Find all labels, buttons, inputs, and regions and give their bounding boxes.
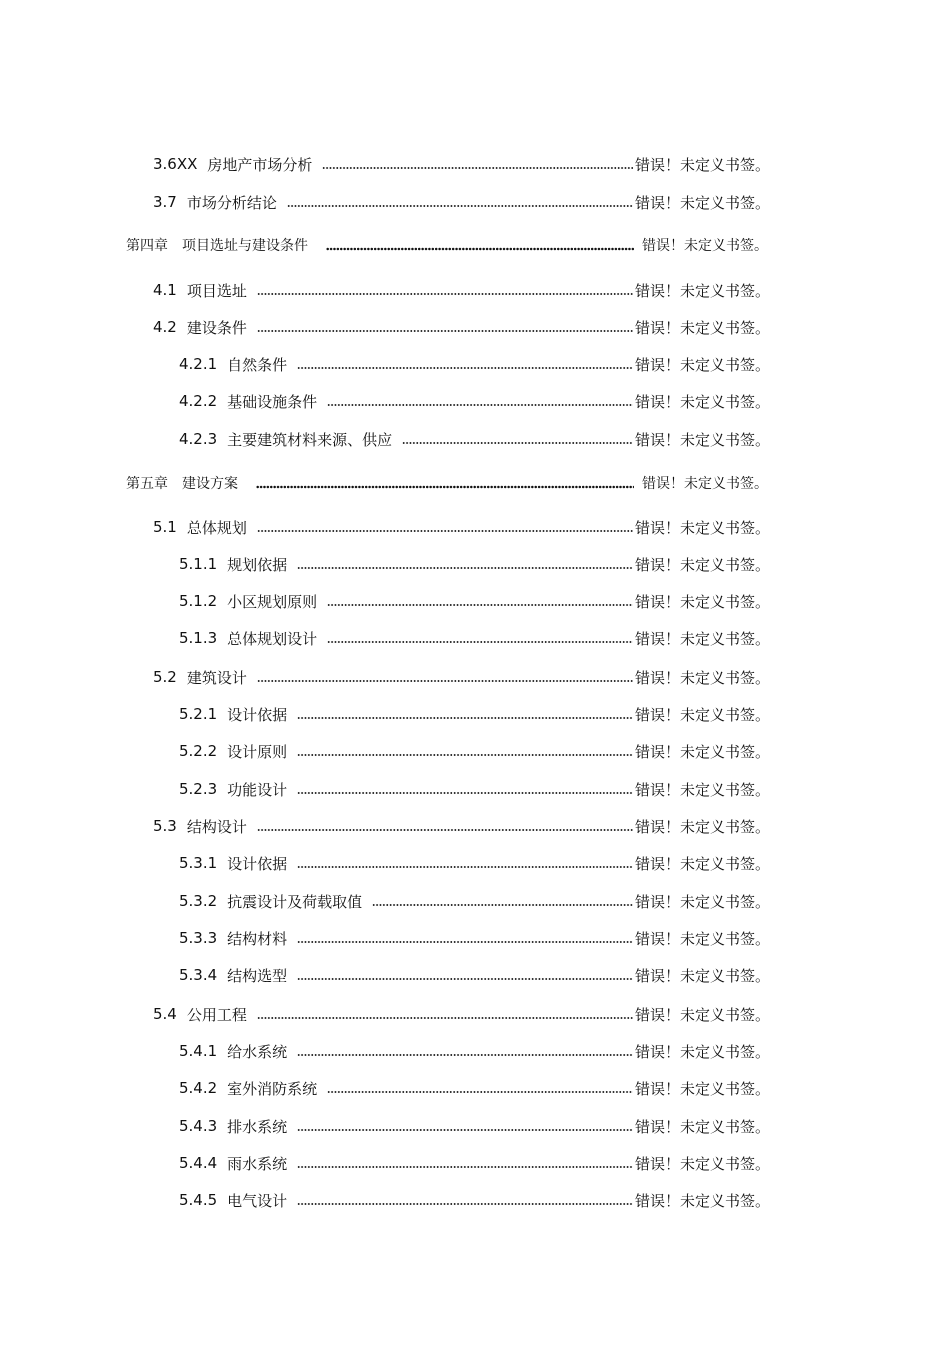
toc-entry-page-ref: 错误！未定义书签。 (634, 193, 770, 212)
toc-entry-title: 规划依据 (227, 555, 288, 574)
toc-entry-number: 5.3.2 (179, 892, 218, 910)
toc-entry-title: 设计依据 (227, 854, 288, 873)
dot-leader (297, 865, 633, 869)
toc-entry-page-ref: 错误！未定义书签。 (634, 1079, 770, 1098)
toc-entry-title: 结构材料 (227, 929, 288, 948)
toc-entry-number: 5.4.1 (179, 1042, 218, 1060)
dot-leader (256, 485, 634, 489)
toc-entry-page-ref: 错误！未定义书签。 (642, 238, 768, 254)
toc-entry-page-ref: 错误！未定义书签。 (634, 668, 770, 687)
toc-entry[interactable] (179, 1039, 770, 1063)
toc-entry-title: 设计依据 (227, 705, 288, 724)
toc-entry-page-ref: 错误！未定义书签。 (634, 892, 770, 911)
toc-entry[interactable] (153, 515, 770, 539)
dot-leader (297, 940, 633, 944)
toc-entry-page-ref: 错误！未定义书签。 (634, 705, 770, 724)
toc-entry-page-ref: 错误！未定义书签。 (634, 430, 770, 449)
toc-entry-page-ref: 错误！未定义书签。 (634, 854, 770, 873)
toc-entry-title: 建设方案 (182, 476, 238, 492)
toc-entry-number: 4.1 (153, 281, 177, 299)
toc-entry-title: 房地产市场分析 (207, 155, 313, 174)
toc-entry[interactable] (179, 1151, 770, 1175)
dot-leader (297, 1128, 633, 1132)
toc-entry-title: 总体规划设计 (227, 629, 318, 648)
dot-leader (326, 247, 634, 251)
toc-entry-title: 室外消防系统 (227, 1079, 318, 1098)
toc-entry-page-ref: 错误！未定义书签。 (634, 555, 770, 574)
toc-entry-number: 第五章 (126, 476, 168, 492)
dot-leader (297, 566, 633, 570)
dot-leader (257, 329, 633, 333)
toc-entry-title: 公用工程 (186, 1005, 247, 1024)
toc-entry-page-ref: 错误！未定义书签。 (634, 355, 770, 374)
toc-entry-page-ref: 错误！未定义书签。 (634, 966, 770, 985)
toc-entry-title: 小区规划原则 (227, 592, 318, 611)
toc-entry-title: 结构设计 (186, 817, 247, 836)
toc-entry-title: 主要建筑材料来源、供应 (227, 430, 393, 449)
toc-entry[interactable] (153, 152, 770, 176)
toc-entry[interactable] (179, 589, 770, 613)
dot-leader (297, 791, 633, 795)
toc-entry-number: 5.4.3 (179, 1117, 218, 1135)
toc-entry-number: 5.2 (153, 668, 177, 686)
toc-entry-number: 5.2.2 (179, 742, 218, 760)
toc-entry-title: 功能设计 (227, 780, 288, 799)
toc-entry-page-ref: 错误！未定义书签。 (634, 742, 770, 761)
toc-entry-number: 5.1.2 (179, 592, 218, 610)
toc-entry[interactable] (153, 190, 770, 214)
dot-leader (327, 603, 633, 607)
toc-entry[interactable] (153, 315, 770, 339)
toc-entry-title: 电气设计 (227, 1191, 288, 1210)
dot-leader (327, 640, 633, 644)
toc-entry-page-ref: 错误！未定义书签。 (634, 155, 770, 174)
toc-entry[interactable] (179, 352, 770, 376)
toc-entry-title: 总体规划 (186, 518, 247, 537)
toc-entry-page-ref: 错误！未定义书签。 (634, 518, 770, 537)
toc-entry-page-ref: 错误！未定义书签。 (634, 629, 770, 648)
toc-entry-title: 建筑设计 (186, 668, 247, 687)
toc-entry[interactable] (153, 1002, 770, 1026)
toc-entry-title: 基础设施条件 (227, 392, 318, 411)
toc-entry-page-ref: 错误！未定义书签。 (634, 817, 770, 836)
dot-leader (297, 753, 633, 757)
toc-entry[interactable] (179, 702, 770, 726)
toc-entry[interactable] (179, 626, 770, 650)
toc-entry-page-ref: 错误！未定义书签。 (634, 1154, 770, 1173)
toc-entry-number: 5.3.3 (179, 929, 218, 947)
dot-leader (257, 679, 633, 683)
toc-entry-number: 5.2.1 (179, 705, 218, 723)
toc-entry-number: 5.1.3 (179, 629, 218, 647)
toc-entry-page-ref: 错误！未定义书签。 (634, 1005, 770, 1024)
dot-leader (327, 403, 633, 407)
toc-entry[interactable] (126, 471, 768, 495)
dot-leader (297, 716, 633, 720)
toc-entry-title: 抗震设计及荷载取值 (227, 892, 363, 911)
dot-leader (297, 977, 633, 981)
toc-entry-title: 自然条件 (227, 355, 288, 374)
toc-entry[interactable] (126, 233, 768, 257)
toc-entry[interactable] (179, 739, 770, 763)
toc-entry-page-ref: 错误！未定义书签。 (634, 1117, 770, 1136)
toc-entry-title: 给水系统 (227, 1042, 288, 1061)
dot-leader (297, 1202, 633, 1206)
toc-entry-number: 5.4.4 (179, 1154, 218, 1172)
toc-entry-number: 5.4.2 (179, 1079, 218, 1097)
toc-entry-number: 5.1.1 (179, 555, 218, 573)
toc-entry[interactable] (179, 926, 770, 950)
toc-entry-title: 市场分析结论 (186, 193, 277, 212)
toc-entry[interactable] (179, 1114, 770, 1138)
toc-entry[interactable] (179, 851, 770, 875)
toc-entry-page-ref: 错误！未定义书签。 (634, 780, 770, 799)
toc-entry[interactable] (179, 1188, 770, 1212)
toc-entry-number: 5.3 (153, 817, 177, 835)
dot-leader (327, 1090, 633, 1094)
toc-entry[interactable] (179, 777, 770, 801)
toc-entry-title: 建设条件 (186, 318, 247, 337)
toc-entry-number: 4.2.2 (179, 392, 218, 410)
toc-entry-number: 4.2 (153, 318, 177, 336)
toc-entry-title: 设计原则 (227, 742, 288, 761)
toc-entry-title: 结构选型 (227, 966, 288, 985)
dot-leader (257, 1016, 633, 1020)
toc-entry-number: 5.2.3 (179, 780, 218, 798)
toc-entry-number: 3.7 (153, 193, 177, 211)
toc-entry[interactable] (153, 665, 770, 689)
toc-entry[interactable] (179, 1076, 770, 1100)
toc-entry-number: 3.6XX (153, 155, 198, 173)
toc-entry-page-ref: 错误！未定义书签。 (642, 476, 768, 492)
toc-entry[interactable] (153, 278, 770, 302)
toc-entry-number: 5.4 (153, 1005, 177, 1023)
toc-entry-number: 5.1 (153, 518, 177, 536)
dot-leader (297, 1165, 633, 1169)
dot-leader (297, 366, 633, 370)
dot-leader (322, 166, 633, 170)
toc-entry-title: 项目选址 (186, 281, 247, 300)
toc-entry-number: 5.3.1 (179, 854, 218, 872)
toc-entry[interactable] (179, 552, 770, 576)
toc-entry-number: 5.4.5 (179, 1191, 218, 1209)
dot-leader (372, 903, 633, 907)
toc-entry-number: 4.2.1 (179, 355, 218, 373)
toc-entry-title: 雨水系统 (227, 1154, 288, 1173)
dot-leader (297, 1053, 633, 1057)
toc-entry[interactable] (179, 963, 770, 987)
dot-leader (257, 529, 633, 533)
toc-entry-number: 5.3.4 (179, 966, 218, 984)
toc-entry[interactable] (153, 814, 770, 838)
toc-entry-number: 4.2.3 (179, 430, 218, 448)
toc-entry-page-ref: 错误！未定义书签。 (634, 392, 770, 411)
toc-entry-page-ref: 错误！未定义书签。 (634, 592, 770, 611)
toc-entry-page-ref: 错误！未定义书签。 (634, 1042, 770, 1061)
toc-entry-title: 排水系统 (227, 1117, 288, 1136)
dot-leader (257, 828, 633, 832)
toc-entry[interactable] (179, 389, 770, 413)
toc-entry-page-ref: 错误！未定义书签。 (634, 281, 770, 300)
toc-entry[interactable] (179, 427, 770, 451)
toc-entry-page-ref: 错误！未定义书签。 (634, 1191, 770, 1210)
dot-leader (402, 441, 633, 445)
toc-entry-number: 第四章 (126, 238, 168, 254)
toc-entry-page-ref: 错误！未定义书签。 (634, 929, 770, 948)
dot-leader (287, 204, 633, 208)
toc-entry-title: 项目选址与建设条件 (182, 238, 308, 254)
toc-entry-page-ref: 错误！未定义书签。 (634, 318, 770, 337)
dot-leader (257, 292, 633, 296)
toc-entry[interactable] (179, 889, 770, 913)
